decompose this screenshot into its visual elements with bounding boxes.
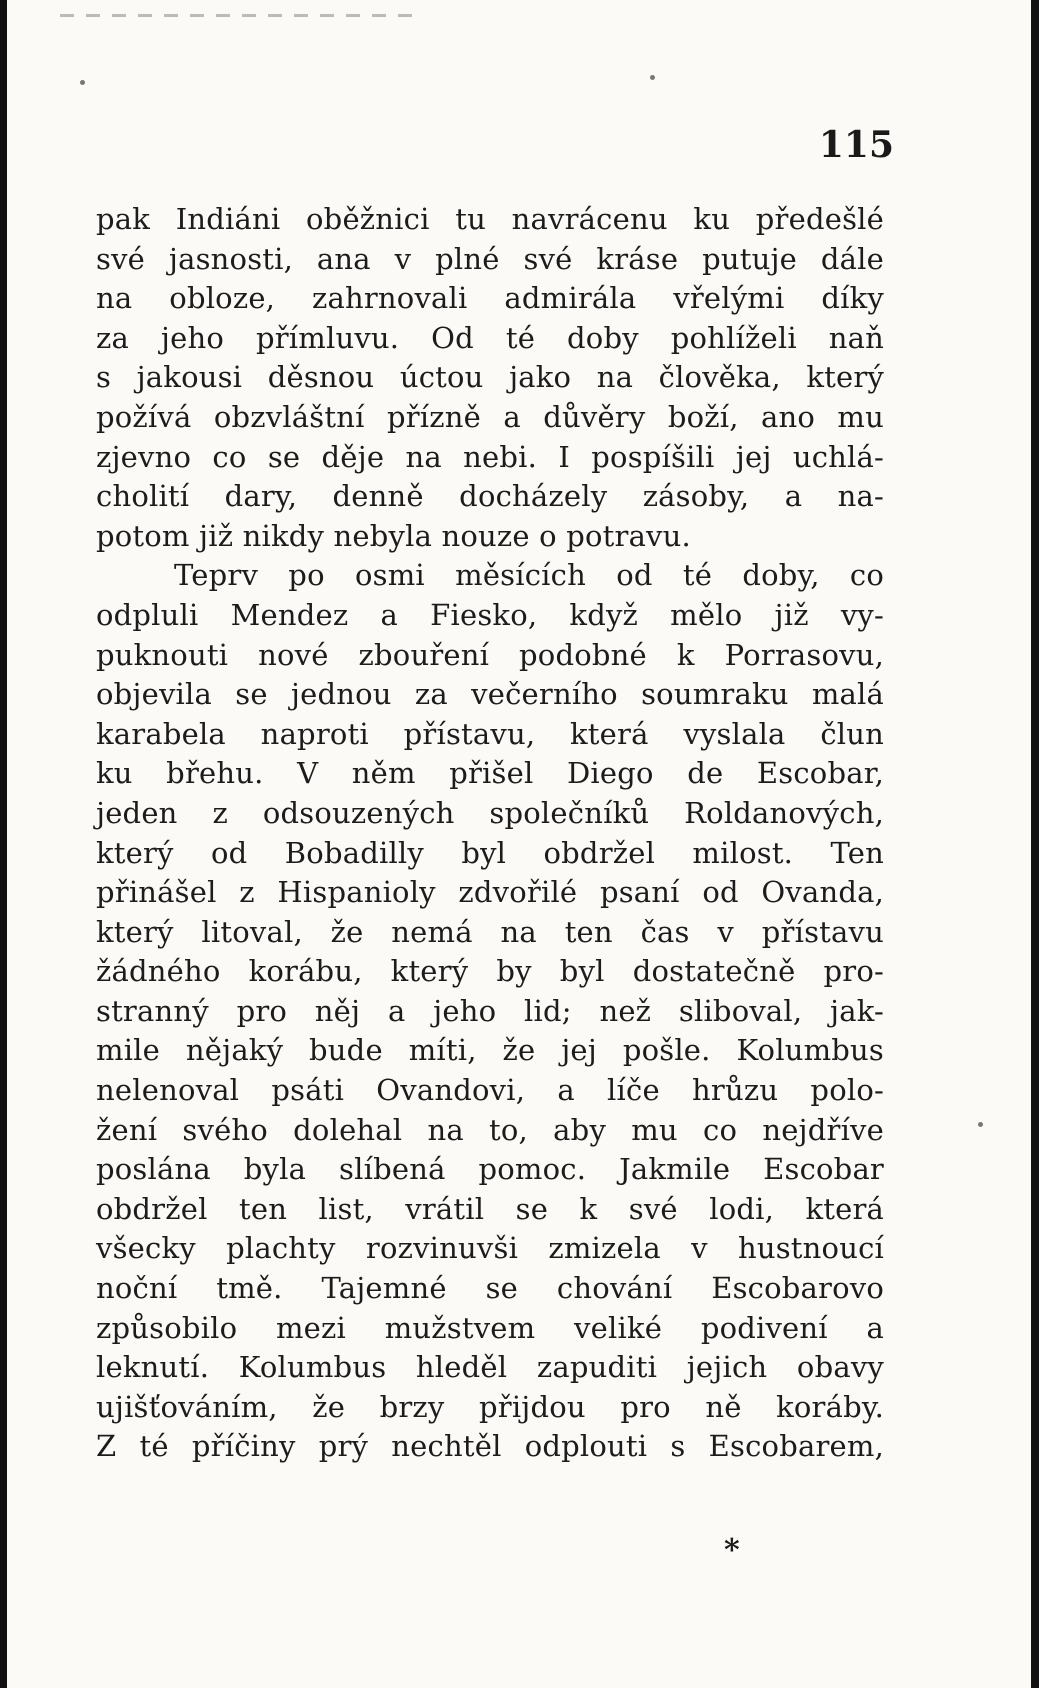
scan-edge-left	[0, 0, 7, 1688]
text-line: karabela naproti přístavu, která vyslala člun	[96, 716, 884, 751]
text-line: žádného korábu, který by byl dostatečně pro-	[96, 954, 884, 989]
scan-speck	[80, 80, 85, 85]
scan-speck	[978, 1122, 983, 1127]
text-line: ujišťováním, že brzy přijdou pro ně koráby.	[96, 1389, 884, 1424]
text-line: mile nějaký bude míti, že jej pošle. Kolumbus	[96, 1033, 884, 1068]
text-line: který litoval, že nemá na ten čas v přístavu	[96, 914, 884, 949]
text-line: s jakousi děsnou úctou jako na člověka, který	[96, 360, 884, 395]
text-line: stranný pro něj a jeho lid; než sliboval, jak-	[96, 993, 884, 1028]
text-line: požívá obzvláštní přízně a důvěry boží, ano mu	[96, 399, 884, 434]
text-line: na obloze, zahrnovali admirála vřelými díky	[96, 281, 884, 316]
text-line: poslána byla slíbená pomoc. Jakmile Escobar	[96, 1152, 884, 1187]
text-line: zjevno co se děje na nebi. I pospíšili jej uchlá-	[96, 439, 884, 474]
text-line: své jasnosti, ana v plné své kráse putuje dále	[96, 241, 884, 276]
text-line: ku břehu. V něm přišel Diego de Escobar,	[96, 756, 884, 791]
paragraph-end-line: potom již nikdy nebyla nouze o potravu.	[96, 518, 691, 553]
text-line: Z té příčiny prý nechtěl odplouti s Escobarem,	[96, 1429, 884, 1464]
text-line: puknouti nové zbouření podobné k Porrasovu,	[96, 637, 884, 672]
text-line: leknutí. Kolumbus hleděl zapuditi jejich obavy	[96, 1350, 884, 1385]
text-line: za jeho přímluvu. Od té doby pohlíželi naň	[96, 320, 884, 355]
paragraph-start-line: Teprv po osmi měsících od té doby, co	[174, 558, 884, 593]
signature-mark: *	[724, 1533, 740, 1568]
text-line: noční tmě. Tajemné se chování Escobarovo	[96, 1271, 884, 1306]
text-line: všecky plachty rozvinuvši zmizela v hustnoucí	[96, 1231, 884, 1266]
scan-noise-top	[60, 14, 420, 17]
text-line: pak Indiáni oběžnici tu navrácenu ku předešlé	[96, 202, 884, 236]
text-line: žení svého dolehal na to, aby mu co nejdříve	[96, 1112, 884, 1147]
page-number: 115	[818, 124, 894, 166]
text-line: nelenoval psáti Ovandovi, a líče hrůzu polo-	[96, 1073, 884, 1108]
scan-edge-right	[1031, 0, 1039, 1688]
text-line: objevila se jednou za večerního soumraku malá	[96, 677, 884, 712]
text-line: přinášel z Hispanioly zdvořilé psaní od Ovanda,	[96, 875, 884, 910]
text-line: cholití dary, denně docházely zásoby, a na-	[96, 479, 884, 514]
text-line: obdržel ten list, vrátil se k své lodi, která	[96, 1191, 884, 1226]
text-line: způsobilo mezi mužstvem veliké podivení a	[96, 1310, 884, 1345]
text-line: jeden z odsouzených společníků Roldanových,	[96, 795, 884, 830]
scan-speck	[650, 75, 655, 80]
text-line: odpluli Mendez a Fiesko, když mělo již vy-	[96, 597, 884, 632]
text-line: který od Bobadilly byl obdržel milost. Ten	[96, 835, 884, 870]
body-text	[96, 200, 884, 1467]
